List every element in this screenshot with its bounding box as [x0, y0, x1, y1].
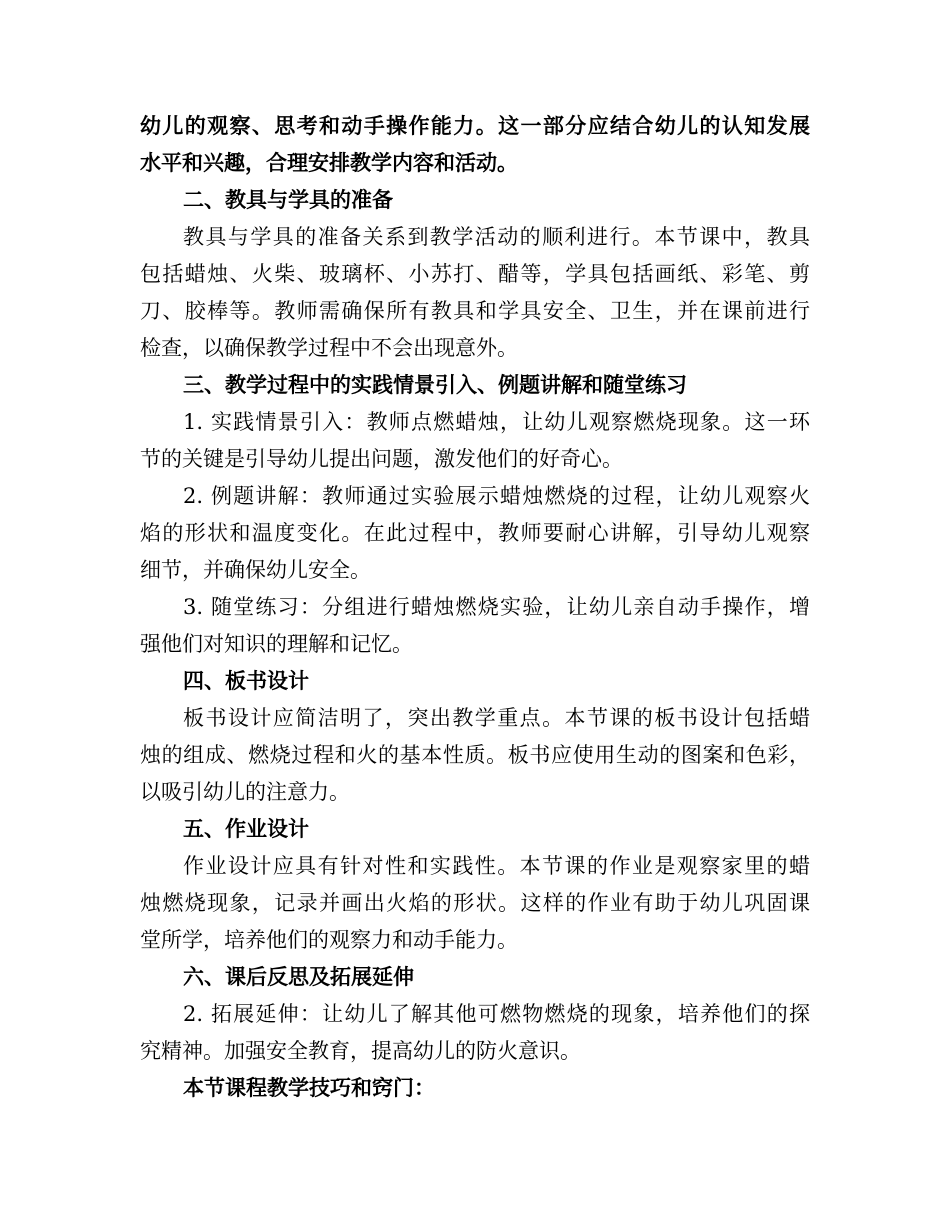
paragraph-line: 3. 随堂练习：分组进行蜡烛燃烧实验，让幼儿亲自动手操作，增: [183, 595, 810, 619]
section-heading: 本节课程教学技巧和窍门：: [183, 1075, 435, 1100]
paragraph-line: 以吸引幼儿的注意力。: [140, 780, 350, 804]
paragraph-line: 2. 拓展延伸：让幼儿了解其他可燃物燃烧的现象，培养他们的探: [183, 1002, 810, 1026]
paragraph-line: 2. 例题讲解：教师通过实验展示蜡烛燃烧的过程，让幼儿观察火: [183, 484, 810, 508]
paragraph-line: 作业设计应具有针对性和实践性。本节课的作业是观察家里的蜡: [183, 854, 810, 878]
paragraph-line: 检查，以确保教学过程中不会出现意外。: [140, 336, 518, 360]
section-heading: 三、教学过程中的实践情景引入、例题讲解和随堂练习: [183, 372, 687, 397]
paragraph-line: 强他们对知识的理解和记忆。: [140, 632, 413, 656]
paragraph-line: 节的关键是引导幼儿提出问题，激发他们的好奇心。: [140, 447, 623, 471]
section-heading: 四、板书设计: [183, 668, 309, 693]
paragraph-line: 究精神。加强安全教育，提高幼儿的防火意识。: [140, 1039, 581, 1063]
section-heading: 五、作业设计: [183, 816, 309, 841]
paragraph-line: 细节，并确保幼儿安全。: [140, 558, 371, 582]
paragraph-line: 烛燃烧现象，记录并画出火焰的形状。这样的作业有助于幼儿巩固课: [140, 891, 810, 915]
paragraph-line: 板书设计应简洁明了，突出教学重点。本节课的板书设计包括蜡: [183, 706, 810, 730]
section-heading: 二、教具与学具的准备: [183, 187, 393, 212]
paragraph-line: 堂所学，培养他们的观察力和动手能力。: [140, 928, 518, 952]
paragraph-line: 教具与学具的准备关系到教学活动的顺利进行。本节课中，教具: [183, 225, 810, 249]
section-heading: 六、课后反思及拓展延伸: [183, 964, 414, 989]
paragraph-line: 烛的组成、燃烧过程和火的基本性质。板书应使用生动的图案和色彩，: [140, 743, 810, 767]
paragraph-line: 包括蜡烛、火柴、玻璃杯、小苏打、醋等，学具包括画纸、彩笔、剪: [140, 262, 810, 286]
paragraph-line: 幼儿的观察、思考和动手操作能力。这一部分应结合幼儿的认知发展: [140, 113, 810, 138]
paragraph-line: 焰的形状和温度变化。在此过程中，教师要耐心讲解，引导幼儿观察: [140, 521, 810, 545]
paragraph-line: 水平和兴趣，合理安排教学内容和活动。: [140, 150, 518, 175]
paragraph-line: 1. 实践情景引入：教师点燃蜡烛，让幼儿观察燃烧现象。这一环: [183, 410, 810, 434]
paragraph-line: 刀、胶棒等。教师需确保所有教具和学具安全、卫生，并在课前进行: [140, 299, 810, 323]
